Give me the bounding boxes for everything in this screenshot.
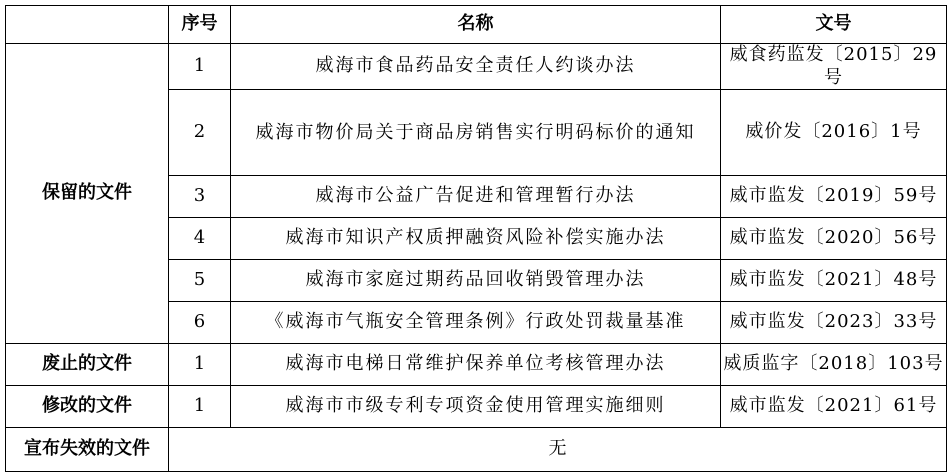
table-row	[6, 386, 947, 428]
header-blank-cell	[6, 6, 169, 44]
row-name: 威海市市级专利专项资金使用管理实施细则	[231, 386, 721, 428]
header-seq: 序号	[169, 6, 231, 44]
row-name: 威海市家庭过期药品回收销毁管理办法	[231, 260, 721, 302]
group-label-retained: 保留的文件	[6, 44, 169, 344]
row-doc-no: 威价发〔2016〕1号	[721, 90, 947, 176]
row-doc-no: 威市监发〔2020〕56号	[721, 218, 947, 260]
table-row	[6, 44, 947, 90]
header-doc-no: 文号	[721, 6, 947, 44]
row-name: 威海市知识产权质押融资风险补偿实施办法	[231, 218, 721, 260]
header-row	[6, 6, 947, 44]
group-label-abolished: 废止的文件	[6, 344, 169, 386]
row-seq: 2	[169, 90, 231, 176]
row-name: 《威海市气瓶安全管理条例》行政处罚裁量基准	[231, 302, 721, 344]
row-name: 威海市公益广告促进和管理暂行办法	[231, 176, 721, 218]
table-row	[6, 344, 947, 386]
row-name: 威海市电梯日常维护保养单位考核管理办法	[231, 344, 721, 386]
row-doc-no: 威质监字〔2018〕103号	[721, 344, 947, 386]
table-row	[6, 428, 947, 472]
row-seq: 4	[169, 218, 231, 260]
document-table	[5, 5, 947, 472]
row-seq: 1	[169, 344, 231, 386]
header-name: 名称	[231, 6, 721, 44]
row-seq: 1	[169, 386, 231, 428]
row-seq: 5	[169, 260, 231, 302]
row-doc-no: 威市监发〔2021〕61号	[721, 386, 947, 428]
row-name: 威海市食品药品安全责任人约谈办法	[231, 44, 721, 90]
row-doc-no: 威市监发〔2023〕33号	[721, 302, 947, 344]
row-doc-no: 威市监发〔2021〕48号	[721, 260, 947, 302]
row-doc-no: 威食药监发〔2015〕29号	[721, 44, 947, 90]
row-seq: 1	[169, 44, 231, 90]
row-seq: 3	[169, 176, 231, 218]
group-label-invalid: 宣布失效的文件	[6, 428, 169, 472]
row-name: 威海市物价局关于商品房销售实行明码标价的通知	[231, 90, 721, 176]
row-seq: 6	[169, 302, 231, 344]
group-label-revised: 修改的文件	[6, 386, 169, 428]
invalid-value-cell: 无	[169, 428, 947, 472]
row-doc-no: 威市监发〔2019〕59号	[721, 176, 947, 218]
